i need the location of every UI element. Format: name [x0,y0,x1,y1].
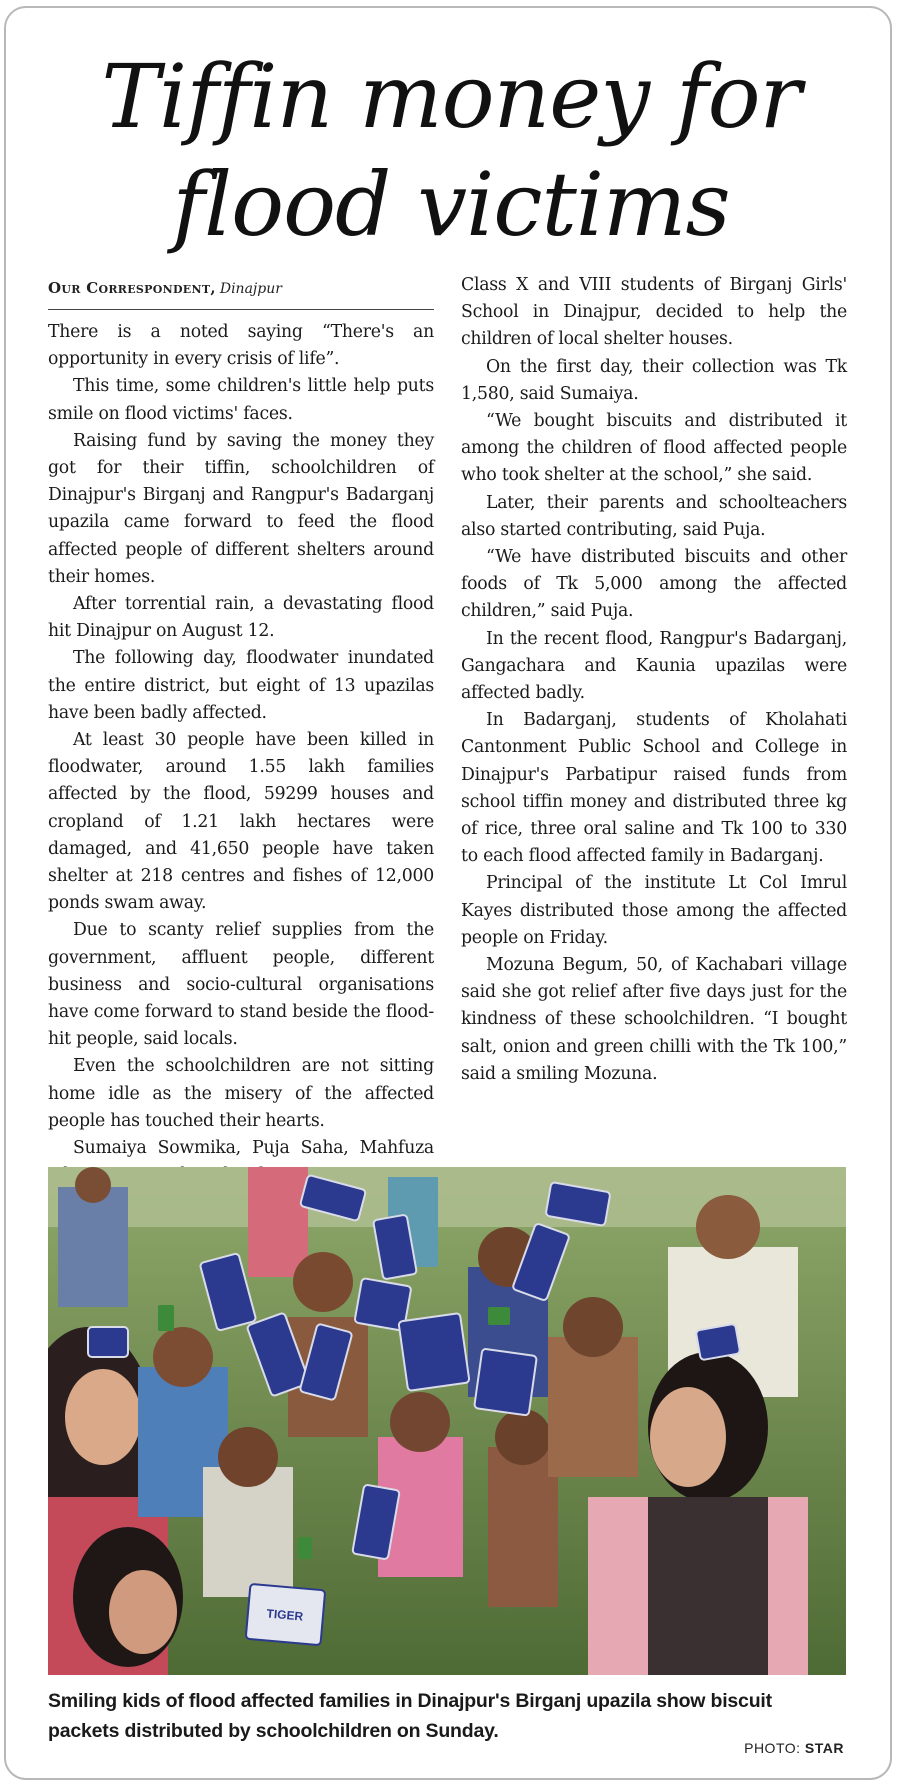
kid-pink-head [390,1392,450,1452]
byline-location: Dinajpur [219,281,282,297]
person-bottom-left-face [109,1570,177,1654]
article-column-2 [461,272,847,1088]
paragraph: In Badarganj, students of Kholahati Cantonment Public School and College in Dinajpur's Parbatipur raised funds from school tiffin money and distributed three kg of rice, three oral saline and Tk 100 to 330 to each flood affected family in Badarganj. [461,710,847,867]
paragraph: Even the schoolchildren are not sitting home idle as the misery of the affected people has touched their hearts. [48,1056,434,1131]
juice-pack [488,1307,510,1325]
paragraph: This time, some children's little help puts smile on flood victims' faces. [48,376,434,424]
paragraph: Later, their parents and schoolteachers also started contributing, said Puja. [461,492,847,540]
kid-blue-head [153,1327,213,1387]
person-back-2 [248,1167,308,1277]
article-column-1 [48,319,434,1190]
biscuit-packet [88,1327,128,1357]
paragraph: At least 30 people have been killed in floodwater, around 1.55 lakh families affected by the flood, 59299 houses and cropland of 1.21 lakh hectares were damaged, and 41,650 people have taken shelter at 218 centres and fishes of 12,000 ponds swam away. [48,730,434,914]
kid-shirtless-head [293,1252,353,1312]
juice-pack [298,1537,312,1559]
photo-illustration [48,1167,846,1675]
kid-thin-head [495,1409,551,1465]
person-back-1-head [75,1167,111,1203]
paragraph: There is a noted saying “There's an opportunity in every crisis of life”. [48,322,434,370]
paragraph: In the recent flood, Rangpur's Badarganj, Gangachara and Kaunia upazilas were affected badly. [461,628,847,704]
headline-line-2: flood victims [172,153,730,256]
biscuit-packet [696,1324,741,1360]
man-right-head [696,1195,760,1259]
paragraph: The following day, floodwater inundated the entire district, but eight of 13 upazilas have been badly affected. [48,648,434,723]
headline-line-1: Tiffin money for [101,45,801,148]
girl-right-scarf [648,1497,768,1675]
photo-credit-source: STAR [804,1740,844,1756]
person-left-face [65,1369,141,1465]
biscuit-packet [398,1313,469,1391]
paragraph: Mozuna Begum, 50, of Kachabari village said she got relief after five days just for the kindness of these schoolchildren. “I bought salt, onion and green chilli with the Tk 100,” said a smiling Mozuna. [461,955,847,1084]
byline [48,278,434,310]
kid-right [548,1337,638,1477]
paragraph: On the first day, their collection was Tk 1,580, said Sumaiya. [461,356,847,404]
paragraph: Class X and VIII students of Birganj Girls' School in Dinajpur, decided to help the children of local shelter houses. [461,275,847,350]
packet-label: TIGER [266,1606,304,1624]
paragraph: “We bought biscuits and distributed it among the children of flood affected people who took shelter at the school,” she said. [461,411,847,486]
paragraph: Raising fund by saving the money they got for their tiffin, schoolchildren of Dinajpur's Birganj and Rangpur's Badarganj upazila came forward to feed the flood affected people of different shelters around their homes. [48,430,434,587]
biscuit-packet [474,1349,537,1416]
news-photo [48,1167,846,1675]
paragraph: Due to scanty relief supplies from the government, affluent people, different business and socio-cultural organisations have come forward to stand beside the flood-hit people, said locals. [48,920,434,1050]
kid-right-head [563,1297,623,1357]
photo-caption: Smiling kids of flood affected families in Dinajpur's Birganj upazila show biscuit packets distributed by schoolchildren on Sunday. [48,1690,772,1742]
kid-thin [488,1447,558,1607]
juice-pack [158,1305,174,1331]
photo-credit [744,1740,844,1756]
girl-right-face [650,1387,726,1487]
paragraph: Principal of the institute Lt Col Imrul Kayes distributed those among the affected people on Friday. [461,873,847,948]
kid-white-head [218,1427,278,1487]
person-back-1 [58,1187,128,1307]
paragraph: Sumaiya Sowmika, Puja Saha, Mahfuza [73,1138,434,1159]
paragraph: “We have distributed biscuits and other foods of Tk 5,000 among the affected children,” said Puja. [461,547,847,622]
byline-correspondent: Our Correspondent, [48,279,216,297]
photo-credit-label: PHOTO: [744,1740,801,1756]
paragraph: After torrential rain, a devastating flood hit Dinajpur on August 12. [48,594,434,642]
